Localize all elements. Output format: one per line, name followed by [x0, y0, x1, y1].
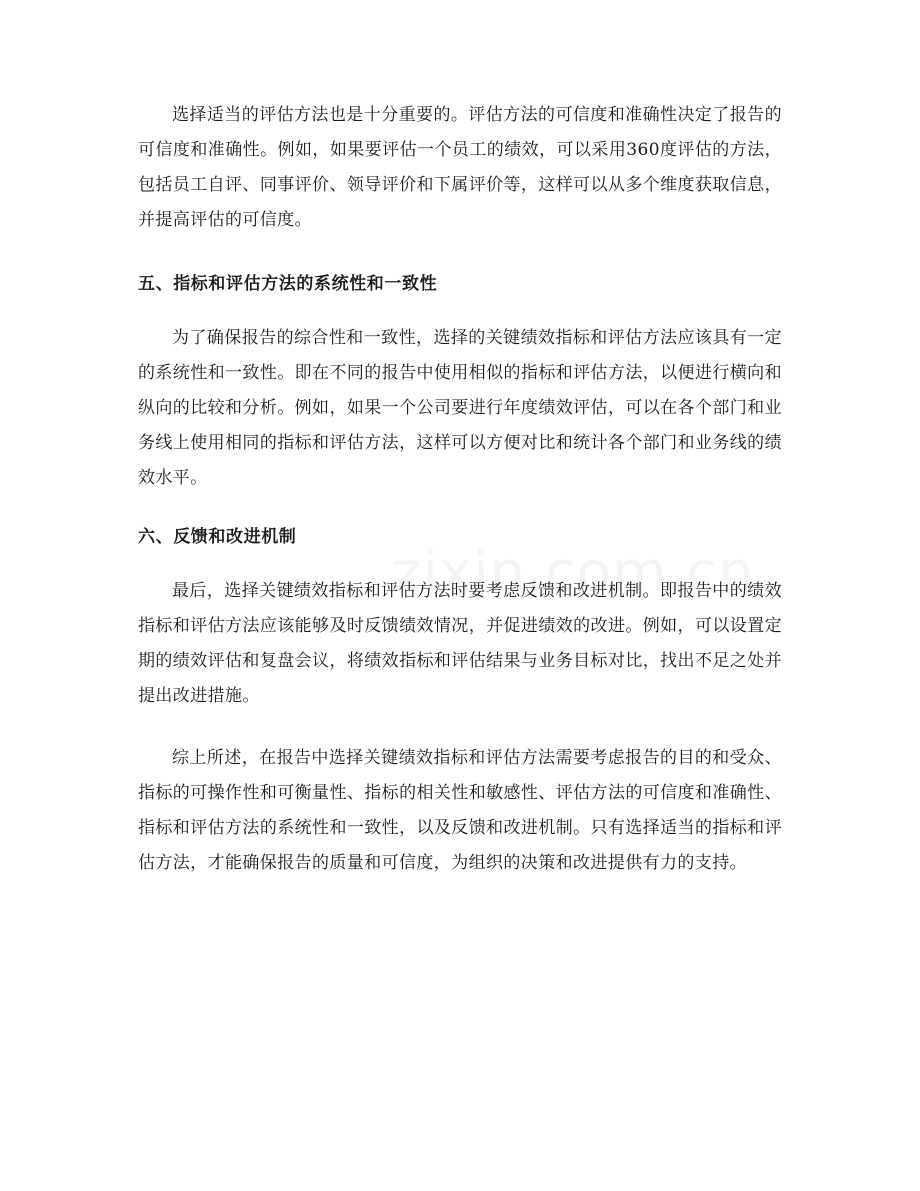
section-heading-5: 五、指标和评估方法的系统性和一致性 — [138, 274, 438, 294]
paragraph-evaluation-method: 选择适当的评估方法也是十分重要的。评估方法的可信度和准确性决定了报告的可信度和准确性。例如，如果要评估一个员工的绩效，可以采用360度评估的方法，包括员工自评、同事评价、领导评价和下属评价等，这样可以从多个维度获取信息，并提高评估的可信度。 — [138, 105, 782, 230]
paragraph-feedback: 最后，选择关键绩效指标和评估方法时要考虑反馈和改进机制。即报告中的绩效指标和评估方法应该能够及时反馈绩效情况，并促进绩效的改进。例如，可以设置定期的绩效评估和复盘会议，将绩效指标和评估结果与业务目标对比，找出不足之处并提出改进措施。 — [138, 581, 782, 706]
section-heading-6: 六、反馈和改进机制 — [138, 527, 297, 547]
paragraph-consistency: 为了确保报告的综合性和一致性，选择的关键绩效指标和评估方法应该具有一定的系统性和一致性。即在不同的报告中使用相似的指标和评估方法，以便进行横向和纵向的比较和分析。例如，如果一个公司要进行年度绩效评估，可以在各个部门和业务线上使用相同的指标和评估方法，这样可以方便对比和统计各个部门和业务线的绩效水平。 — [138, 328, 782, 488]
document-body — [138, 98, 782, 881]
paragraph-conclusion: 综上所述，在报告中选择关键绩效指标和评估方法需要考虑报告的目的和受众、指标的可操作性和可衡量性、指标的相关性和敏感性、评估方法的可信度和准确性、指标和评估方法的系统性和一致性，以及反馈和改进机制。只有选择适当的指标和评估方法，才能确保报告的质量和可信度，为组织的决策和改进提供有力的支持。 — [138, 748, 782, 873]
